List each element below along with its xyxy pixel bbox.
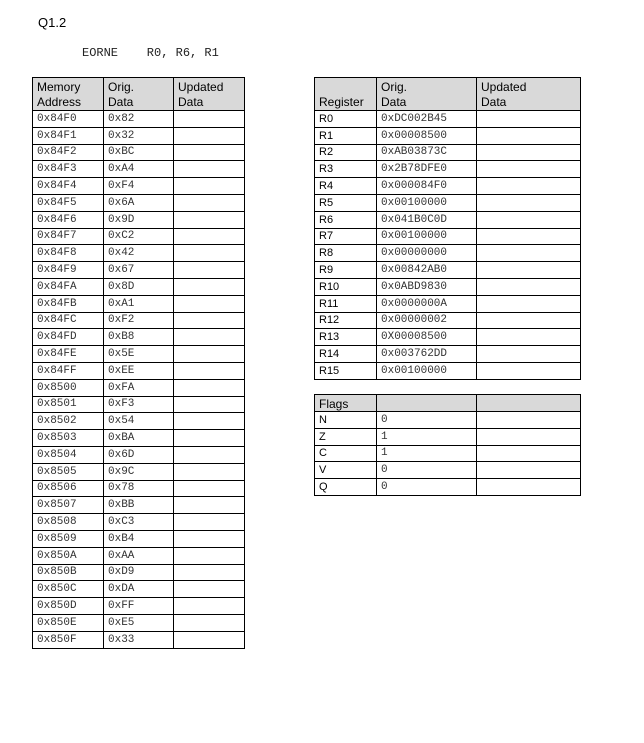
memory-address-cell: 0x84F4 [33,178,104,195]
memory-updated-cell[interactable] [174,631,245,648]
flags-flag-cell: V [315,462,377,479]
flags-orig-cell: 0 [377,479,477,496]
memory-orig-cell: 0xF3 [104,396,174,413]
memory-row [33,245,245,262]
memory-orig-cell: 0xAA [104,547,174,564]
register-header [315,78,377,111]
register-updated-cell[interactable] [477,161,581,178]
memory-orig-cell: 0x6D [104,446,174,463]
memory-row [33,211,245,228]
memory-row [33,564,245,581]
memory-orig-cell: 0xE5 [104,614,174,631]
memory-address-cell: 0x84FE [33,346,104,363]
memory-updated-cell[interactable] [174,514,245,531]
register-updated-cell[interactable] [477,211,581,228]
memory-orig-header-text: Orig. Data [108,80,135,109]
memory-address-cell: 0x84FC [33,312,104,329]
memory-updated-cell[interactable] [174,480,245,497]
memory-orig-cell: 0xFF [104,598,174,615]
flags-orig-cell: 1 [377,428,477,445]
memory-orig-cell: 0xBA [104,430,174,447]
register-updated-cell[interactable] [477,295,581,312]
memory-orig-cell: 0x82 [104,111,174,128]
register-register-cell: R15 [315,362,377,379]
register-register-cell: R2 [315,144,377,161]
memory-address-cell: 0x850E [33,614,104,631]
memory-address-cell: 0x850C [33,581,104,598]
memory-updated-cell[interactable] [174,127,245,144]
memory-orig-cell: 0xB4 [104,530,174,547]
memory-updated-cell[interactable] [174,379,245,396]
memory-row [33,530,245,547]
memory-row [33,614,245,631]
memory-updated-cell[interactable] [174,614,245,631]
register-orig-cell: 0x00008500 [377,127,477,144]
register-orig-cell: 0x2B78DFE0 [377,161,477,178]
memory-address-header [33,78,104,111]
memory-orig-cell: 0x8D [104,278,174,295]
register-register-cell: R11 [315,295,377,312]
memory-orig-cell: 0xA1 [104,295,174,312]
memory-row [33,329,245,346]
memory-updated-cell[interactable] [174,144,245,161]
register-row [315,178,581,195]
flags-updated-cell[interactable] [477,479,581,496]
memory-row [33,396,245,413]
register-updated-cell[interactable] [477,144,581,161]
memory-updated-header [174,78,245,111]
register-row [315,362,581,379]
memory-orig-cell: 0xC2 [104,228,174,245]
memory-address-cell: 0x84F7 [33,228,104,245]
register-updated-header [477,78,581,111]
question-title: Q1.2 [38,15,67,30]
register-orig-cell: 0x003762DD [377,346,477,363]
flags-orig-cell: 0 [377,412,477,429]
register-register-cell: R4 [315,178,377,195]
register-orig-cell: 0x0000000A [377,295,477,312]
memory-updated-cell[interactable] [174,262,245,279]
register-orig-cell: 0x00000002 [377,312,477,329]
register-row [315,127,581,144]
register-row [315,329,581,346]
memory-orig-cell: 0xEE [104,362,174,379]
memory-orig-cell: 0xF4 [104,178,174,195]
register-table [314,77,581,380]
register-orig-cell: 0x00000000 [377,245,477,262]
memory-row [33,228,245,245]
memory-orig-cell: 0xBB [104,497,174,514]
memory-updated-cell[interactable] [174,463,245,480]
memory-address-cell: 0x8501 [33,396,104,413]
memory-orig-cell: 0x5E [104,346,174,363]
memory-updated-cell[interactable] [174,547,245,564]
memory-updated-cell[interactable] [174,362,245,379]
register-register-cell: R5 [315,194,377,211]
memory-table-body [33,111,245,649]
register-orig-cell: 0x00100000 [377,194,477,211]
flags-flag-cell: Z [315,428,377,445]
memory-row [33,480,245,497]
flags-orig-header [377,395,477,412]
flags-flag-cell: Q [315,479,377,496]
memory-row [33,346,245,363]
memory-orig-cell: 0xF2 [104,312,174,329]
flags-row [315,445,581,462]
register-updated-cell[interactable] [477,111,581,128]
memory-row [33,178,245,195]
register-register-cell: R9 [315,262,377,279]
memory-orig-cell: 0xBC [104,144,174,161]
register-header-text: Register [319,95,364,109]
register-register-cell: R7 [315,228,377,245]
register-updated-cell[interactable] [477,362,581,379]
register-orig-header-text: Orig. Data [381,80,408,109]
memory-orig-cell: 0xB8 [104,329,174,346]
memory-row [33,446,245,463]
memory-row [33,194,245,211]
register-register-cell: R10 [315,278,377,295]
memory-address-cell: 0x8509 [33,530,104,547]
register-row [315,278,581,295]
flags-row [315,462,581,479]
memory-updated-cell[interactable] [174,530,245,547]
register-updated-cell[interactable] [477,194,581,211]
register-register-cell: R6 [315,211,377,228]
register-orig-cell: 0xAB03873C [377,144,477,161]
memory-updated-header-text: Updated Data [178,80,224,109]
register-orig-header [377,78,477,111]
memory-row [33,278,245,295]
memory-address-cell: 0x84FA [33,278,104,295]
assembly-instruction: EORNE R0, R6, R1 [82,46,219,60]
flags-table [314,394,581,496]
memory-address-cell: 0x84FD [33,329,104,346]
memory-address-cell: 0x84F2 [33,144,104,161]
flags-row [315,428,581,445]
register-updated-cell[interactable] [477,127,581,144]
memory-address-cell: 0x850F [33,631,104,648]
memory-row [33,631,245,648]
flags-updated-cell[interactable] [477,412,581,429]
memory-updated-cell[interactable] [174,111,245,128]
memory-updated-cell[interactable] [174,211,245,228]
register-row [315,194,581,211]
memory-address-cell: 0x8508 [33,514,104,531]
register-orig-cell: 0x041B0C0D [377,211,477,228]
memory-table [32,77,245,649]
register-updated-cell[interactable] [477,346,581,363]
register-row [315,111,581,128]
register-register-cell: R13 [315,329,377,346]
register-row [315,346,581,363]
memory-address-cell: 0x84F9 [33,262,104,279]
memory-updated-cell[interactable] [174,430,245,447]
memory-address-cell: 0x850A [33,547,104,564]
memory-row [33,379,245,396]
memory-updated-cell[interactable] [174,278,245,295]
memory-address-cell: 0x8507 [33,497,104,514]
memory-address-cell: 0x84F0 [33,111,104,128]
register-row [315,312,581,329]
memory-updated-cell[interactable] [174,194,245,211]
memory-updated-cell[interactable] [174,581,245,598]
memory-row [33,127,245,144]
register-row [315,144,581,161]
flags-updated-cell[interactable] [477,445,581,462]
flags-orig-cell: 1 [377,445,477,462]
register-row [315,161,581,178]
memory-updated-cell[interactable] [174,329,245,346]
memory-row [33,413,245,430]
memory-orig-cell: 0xFA [104,379,174,396]
register-row [315,262,581,279]
memory-orig-cell: 0x78 [104,480,174,497]
memory-orig-cell: 0xD9 [104,564,174,581]
register-row [315,295,581,312]
memory-address-cell: 0x8506 [33,480,104,497]
register-updated-cell[interactable] [477,329,581,346]
memory-updated-cell[interactable] [174,312,245,329]
memory-row [33,111,245,128]
memory-address-cell: 0x8502 [33,413,104,430]
register-updated-cell[interactable] [477,245,581,262]
memory-updated-cell[interactable] [174,295,245,312]
register-orig-cell: 0x00100000 [377,362,477,379]
memory-row [33,598,245,615]
flags-updated-header [477,395,581,412]
register-updated-cell[interactable] [477,278,581,295]
memory-address-cell: 0x850D [33,598,104,615]
register-orig-cell: 0xDC002B45 [377,111,477,128]
flags-updated-cell[interactable] [477,462,581,479]
memory-orig-cell: 0xA4 [104,161,174,178]
register-register-cell: R8 [315,245,377,262]
register-updated-cell[interactable] [477,312,581,329]
memory-updated-cell[interactable] [174,161,245,178]
register-updated-cell[interactable] [477,178,581,195]
memory-updated-cell[interactable] [174,346,245,363]
memory-row [33,463,245,480]
memory-row [33,161,245,178]
register-updated-header-text: Updated Data [481,80,527,109]
memory-row [33,295,245,312]
memory-address-cell: 0x8504 [33,446,104,463]
memory-updated-cell[interactable] [174,598,245,615]
register-register-cell: R1 [315,127,377,144]
memory-address-cell: 0x84F1 [33,127,104,144]
register-register-cell: R3 [315,161,377,178]
memory-row [33,262,245,279]
flags-updated-cell[interactable] [477,428,581,445]
memory-updated-cell[interactable] [174,178,245,195]
register-orig-cell: 0x00842AB0 [377,262,477,279]
flags-header: Flags [315,395,377,412]
memory-orig-cell: 0x6A [104,194,174,211]
memory-address-cell: 0x8503 [33,430,104,447]
memory-orig-cell: 0x54 [104,413,174,430]
register-orig-cell: 0x00100000 [377,228,477,245]
memory-orig-cell: 0x33 [104,631,174,648]
memory-orig-cell: 0x42 [104,245,174,262]
register-row [315,211,581,228]
memory-orig-cell: 0x67 [104,262,174,279]
flags-flag-cell: C [315,445,377,462]
memory-updated-cell[interactable] [174,497,245,514]
memory-row [33,312,245,329]
memory-updated-cell[interactable] [174,228,245,245]
memory-updated-cell[interactable] [174,564,245,581]
memory-row [33,362,245,379]
memory-address-cell: 0x850B [33,564,104,581]
memory-address-cell: 0x84FF [33,362,104,379]
memory-orig-cell: 0x9D [104,211,174,228]
memory-orig-cell: 0x9C [104,463,174,480]
memory-address-header-text: Memory Address [37,80,82,109]
memory-address-cell: 0x84FB [33,295,104,312]
memory-orig-cell: 0xC3 [104,514,174,531]
register-row [315,245,581,262]
memory-orig-cell: 0xDA [104,581,174,598]
memory-row [33,497,245,514]
memory-updated-cell[interactable] [174,413,245,430]
memory-row [33,430,245,447]
memory-address-cell: 0x84F3 [33,161,104,178]
memory-updated-cell[interactable] [174,446,245,463]
flags-flag-cell: N [315,412,377,429]
register-orig-cell: 0X00008500 [377,329,477,346]
register-orig-cell: 0x000084F0 [377,178,477,195]
register-orig-cell: 0x0ABD9830 [377,278,477,295]
memory-updated-cell[interactable] [174,396,245,413]
memory-row [33,547,245,564]
register-register-cell: R0 [315,111,377,128]
register-table-body [315,111,581,380]
register-updated-cell[interactable] [477,262,581,279]
memory-address-cell: 0x8500 [33,379,104,396]
memory-address-cell: 0x84F8 [33,245,104,262]
memory-orig-cell: 0x32 [104,127,174,144]
register-row [315,228,581,245]
flags-row [315,412,581,429]
memory-orig-header [104,78,174,111]
memory-address-cell: 0x84F5 [33,194,104,211]
register-register-cell: R14 [315,346,377,363]
memory-updated-cell[interactable] [174,245,245,262]
register-register-cell: R12 [315,312,377,329]
memory-row [33,581,245,598]
flags-row [315,479,581,496]
memory-row [33,144,245,161]
memory-row [33,514,245,531]
flags-orig-cell: 0 [377,462,477,479]
memory-address-cell: 0x8505 [33,463,104,480]
register-updated-cell[interactable] [477,228,581,245]
flags-table-body [315,412,581,496]
memory-address-cell: 0x84F6 [33,211,104,228]
